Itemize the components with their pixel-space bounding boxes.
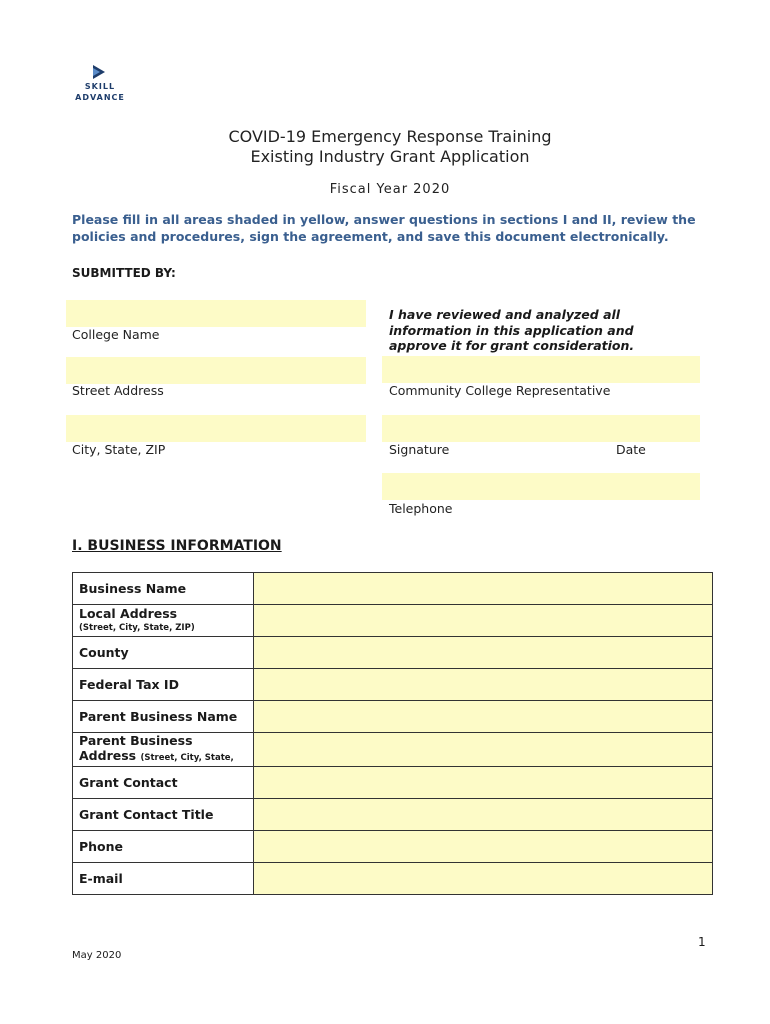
document-title-line1: COVID-19 Emergency Response Training	[228, 127, 552, 146]
telephone-field[interactable]	[382, 473, 700, 500]
parent-business-address-field[interactable]	[254, 733, 713, 767]
email-field[interactable]	[254, 863, 713, 895]
skill-advance-logo-icon	[90, 64, 108, 80]
city-state-zip-label: City, State, ZIP	[72, 442, 166, 457]
grant-contact-field[interactable]	[254, 767, 713, 799]
table-row	[73, 831, 713, 863]
telephone-label: Telephone	[389, 501, 453, 516]
table-row	[73, 701, 713, 733]
phone-field[interactable]	[254, 831, 713, 863]
signature-label: Signature	[389, 442, 450, 457]
logo-text-line2: ADVANCE	[75, 93, 125, 102]
federal-tax-id-label: Federal Tax ID	[73, 669, 254, 701]
business-name-label: Business Name	[73, 573, 254, 605]
table-row	[73, 669, 713, 701]
city-state-zip-field[interactable]	[66, 415, 366, 442]
logo-text-line1: SKILL	[84, 82, 116, 91]
table-row	[73, 637, 713, 669]
table-row	[73, 605, 713, 637]
parent-business-address-label: Parent Business Address (Street, City, State,	[73, 733, 254, 767]
street-address-label: Street Address	[72, 383, 164, 398]
review-statement: I have reviewed and analyzed all information in this application and approve it for grant consideration.	[389, 307, 635, 353]
college-name-label: College Name	[72, 327, 160, 342]
page-number: 1	[698, 935, 706, 949]
representative-label: Community College Representative	[389, 383, 611, 398]
table-row	[73, 573, 713, 605]
parent-business-name-label: Parent Business Name	[73, 701, 254, 733]
county-field[interactable]	[254, 637, 713, 669]
submitted-by-heading: SUBMITTED BY:	[72, 266, 176, 280]
business-information-table	[72, 572, 713, 895]
business-name-field[interactable]	[254, 573, 713, 605]
street-address-field[interactable]	[66, 357, 366, 384]
federal-tax-id-field[interactable]	[254, 669, 713, 701]
college-name-field[interactable]	[66, 300, 366, 327]
table-row	[73, 733, 713, 767]
local-address-label: Local Address (Street, City, State, ZIP)	[73, 605, 254, 637]
footer-date: May 2020	[72, 950, 122, 961]
table-row	[73, 863, 713, 895]
grant-contact-title-label: Grant Contact Title	[73, 799, 254, 831]
table-row	[73, 767, 713, 799]
local-address-field[interactable]	[254, 605, 713, 637]
skill-advance-logo	[70, 62, 130, 112]
county-label: County	[73, 637, 254, 669]
signature-field[interactable]	[382, 415, 700, 442]
representative-field[interactable]	[382, 356, 700, 383]
phone-label: Phone	[73, 831, 254, 863]
instructions-text: Please fill in all areas shaded in yellow, answer questions in sections I and II, review the policies and procedures, sign the agreement, and save this document electronically.	[72, 212, 696, 244]
grant-contact-title-field[interactable]	[254, 799, 713, 831]
parent-business-name-field[interactable]	[254, 701, 713, 733]
document-title-line2: Existing Industry Grant Application	[250, 147, 530, 166]
email-label: E-mail	[73, 863, 254, 895]
date-label: Date	[616, 442, 646, 457]
table-row	[73, 799, 713, 831]
grant-contact-label: Grant Contact	[73, 767, 254, 799]
fiscal-year: Fiscal Year 2020	[329, 182, 451, 197]
business-information-heading: I. BUSINESS INFORMATION	[72, 538, 282, 554]
